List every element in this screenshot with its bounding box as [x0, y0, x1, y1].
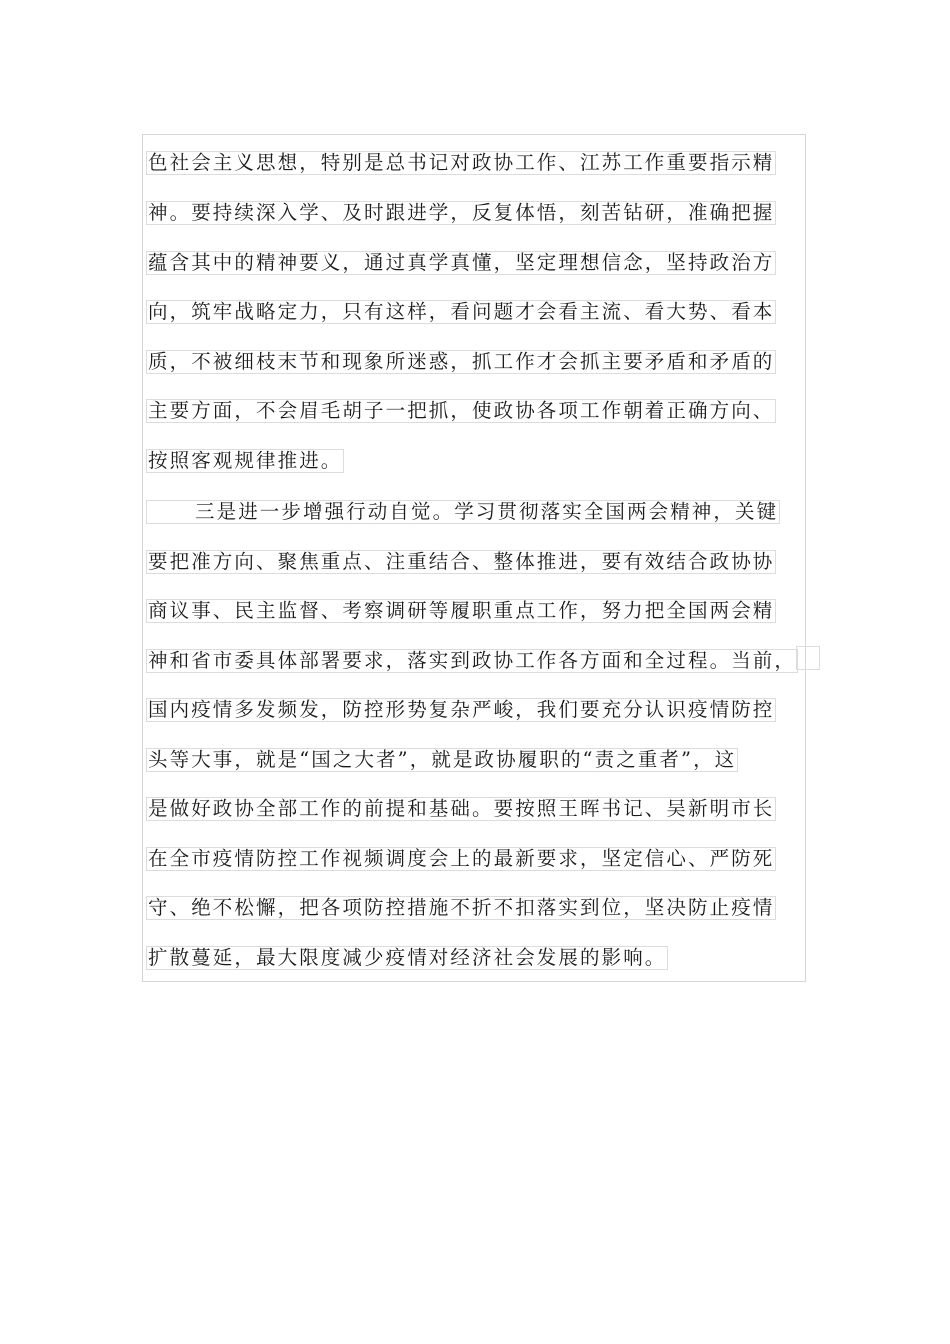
text-line: 守、绝不松懈，把各项防控措施不折不扣落实到位，坚决防止疫情: [148, 896, 775, 919]
text-line: 要把准方向、聚焦重点、注重结合、整体推进，要有效结合政协协: [148, 550, 775, 573]
paragraph-start-line: 三是进一步增强行动自觉。学习贯彻落实全国两会精神，关键: [146, 500, 780, 524]
text-line: 向，筑牢战略定力，只有这样，看问题才会看主流、看大势、看本: [148, 300, 775, 323]
text-line: 按照客观规律推进。: [148, 449, 343, 472]
overflow-marker-box: [796, 646, 820, 670]
text-line: 商议事、民主监督、考察调研等履职重点工作，努力把全国两会精: [148, 599, 775, 622]
text-line: 国内疫情多发频发，防控形势复杂严峻，我们要充分认识疫情防控: [148, 698, 775, 721]
text-line: 扩散蔓延，最大限度减少疫情对经济社会发展的影响。: [148, 946, 667, 969]
text-line: 色社会主义思想，特别是总书记对政协工作、江苏工作重要指示精: [148, 151, 775, 174]
text-line: 主要方面，不会眉毛胡子一把抓，使政协各项工作朝着正确方向、: [148, 399, 775, 422]
text-line: 质，不被细枝末节和现象所迷惑，抓工作才会抓主要矛盾和矛盾的: [148, 350, 775, 373]
text-line: 神和省市委具体部署要求，落实到政协工作各方面和全过程。当前，: [148, 649, 797, 672]
text-line: 蕴含其中的精神要义，通过真学真懂，坚定理想信念，坚持政治方: [148, 251, 775, 274]
text-line: 在全市疫情防控工作视频调度会上的最新要求，坚定信心、严防死: [148, 847, 775, 870]
text-line: 神。要持续深入学、及时跟进学，反复体悟，刻苦钻研，准确把握: [148, 201, 775, 224]
text-line: 头等大事，就是“国之大者”，就是政协履职的“责之重者”，这: [148, 748, 737, 771]
text-line: 是做好政协全部工作的前提和基础。要按照王晖书记、吴新明市长: [148, 797, 775, 820]
